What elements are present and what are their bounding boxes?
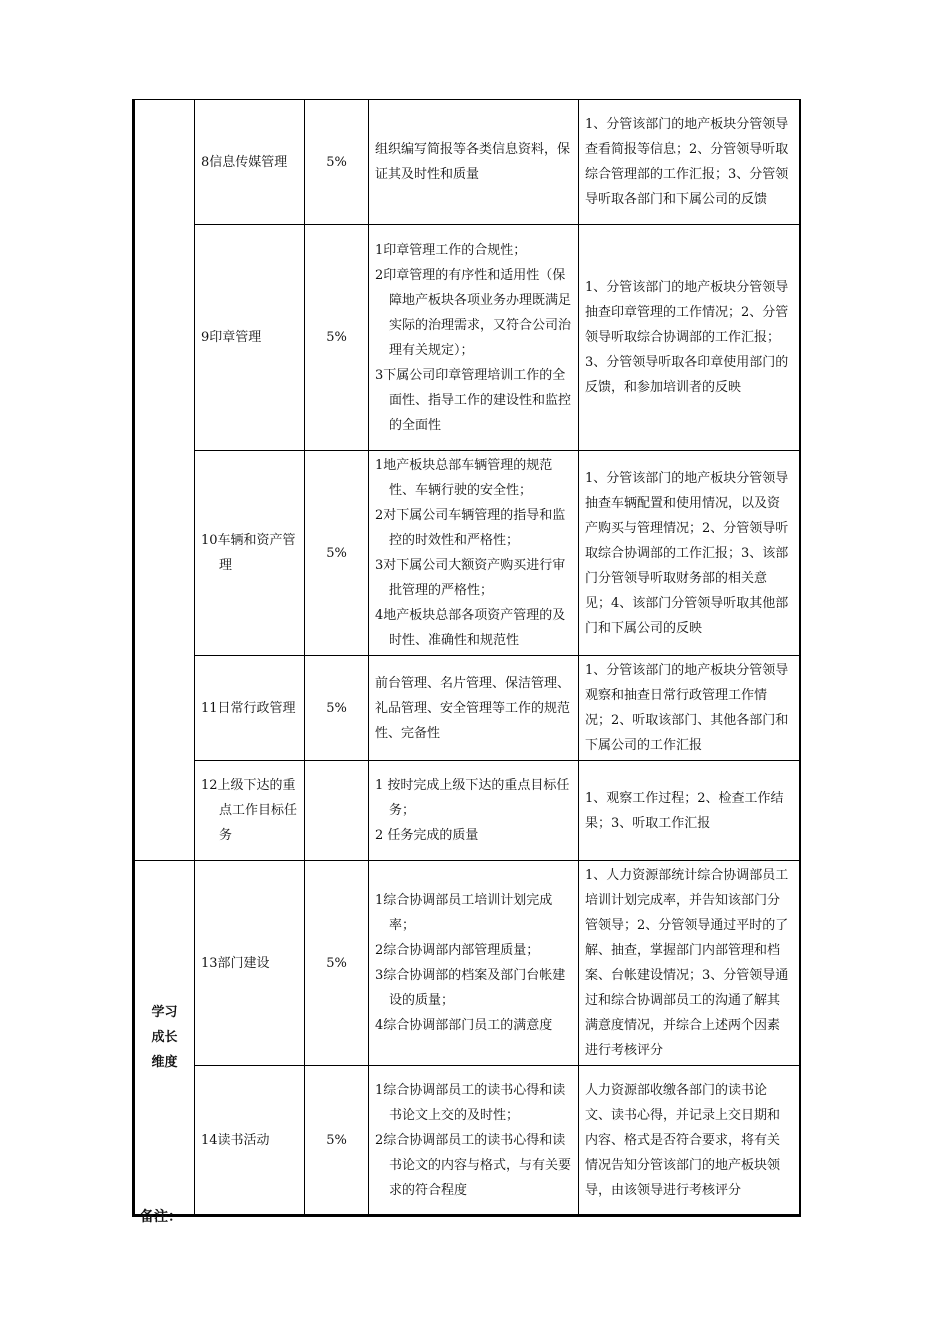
weight-cell <box>305 761 369 861</box>
table-row <box>134 861 800 1066</box>
criteria-cell: 1综合协调部员工的读书心得和读书论文上交的及时性； 2综合协调部员工的读书心得和读书论文的内容与格式，与有关要求的符合程度 <box>369 1066 579 1216</box>
criteria-cell: 1综合协调部员工培训计划完成率； 2综合协调部内部管理质量； 3综合协调部的档案及部门台帐建设的质量； 4综合协调部部门员工的满意度 <box>369 861 579 1066</box>
item-cell: 12上级下达的重点工作目标任务 <box>195 761 305 861</box>
table-row <box>134 225 800 451</box>
dimension-cell-learning: 学习成长维度 <box>134 861 195 1216</box>
kpi-table-page <box>132 99 798 1217</box>
dimension-cell-empty <box>134 100 195 861</box>
note-label: 备注： <box>140 1209 182 1225</box>
item-cell: 8信息传媒管理 <box>195 100 305 225</box>
criteria-cell: 前台管理、名片管理、保洁管理、礼品管理、安全管理等工作的规范性、完备性 <box>369 656 579 761</box>
method-cell: 1、分管该部门的地产板块分管领导抽查车辆配置和使用情况，以及资产购买与管理情况；2、分管领导听取综合协调部的工作汇报；3、该部门分管领导听取财务部的相关意见；4、该部门分管领导听取其他部门和下属公司的反映 <box>579 451 800 656</box>
method-cell: 1、人力资源部统计综合协调部员工培训计划完成率，并告知该部门分管领导；2、分管领导通过平时的了解、抽查，掌握部门内部管理和档案、台帐建设情况；3、分管领导通过和综合协调部员工的沟通了解其满意度情况，并综合上述两个因素进行考核评分 <box>579 861 800 1066</box>
method-cell: 人力资源部收缴各部门的读书论文、读书心得，并记录上交日期和内容、格式是否符合要求，将有关情况告知分管该部门的地产板块领导，由该领导进行考核评分 <box>579 1066 800 1216</box>
criteria-cell: 1 按时完成上级下达的重点目标任务； 2 任务完成的质量 <box>369 761 579 861</box>
table-row <box>134 100 800 225</box>
method-cell: 1、观察工作过程；2、检查工作结果；3、听取工作汇报 <box>579 761 800 861</box>
weight-cell: 5% <box>305 861 369 1066</box>
method-cell: 1、分管该部门的地产板块分管领导抽查印章管理的工作情况；2、分管领导听取综合协调部的工作汇报；3、分管领导听取各印章使用部门的反馈，和参加培训者的反映 <box>579 225 800 451</box>
item-cell: 14读书活动 <box>195 1066 305 1216</box>
kpi-table <box>132 99 801 1217</box>
table-row <box>134 1066 800 1216</box>
weight-cell: 5% <box>305 100 369 225</box>
weight-cell: 5% <box>305 656 369 761</box>
weight-cell: 5% <box>305 225 369 451</box>
item-cell: 11日常行政管理 <box>195 656 305 761</box>
method-cell: 1、分管该部门的地产板块分管领导观察和抽查日常行政管理工作情况；2、听取该部门、其他各部门和下属公司的工作汇报 <box>579 656 800 761</box>
item-cell: 10车辆和资产管理 <box>195 451 305 656</box>
weight-cell: 5% <box>305 1066 369 1216</box>
method-cell: 1、分管该部门的地产板块分管领导查看简报等信息；2、分管领导听取综合管理部的工作汇报；3、分管领导听取各部门和下属公司的反馈 <box>579 100 800 225</box>
weight-cell: 5% <box>305 451 369 656</box>
table-row <box>134 761 800 861</box>
table-row <box>134 656 800 761</box>
criteria-cell: 1印章管理工作的合规性； 2印章管理的有序性和适用性（保障地产板块各项业务办理既满足实际的治理需求，又符合公司治理有关规定）； 3下属公司印章管理培训工作的全面性、指导工作的建设性和监控的全面性 <box>369 225 579 451</box>
criteria-cell: 组织编写简报等各类信息资料，保证其及时性和质量 <box>369 100 579 225</box>
item-cell: 9印章管理 <box>195 225 305 451</box>
item-cell: 13部门建设 <box>195 861 305 1066</box>
criteria-cell: 1地产板块总部车辆管理的规范性、车辆行驶的安全性； 2对下属公司车辆管理的指导和监控的时效性和严格性； 3对下属公司大额资产购买进行审批管理的严格性； 4地产板块总部各项资产管理的及时性、准确性和规范性 <box>369 451 579 656</box>
table-row <box>134 451 800 656</box>
